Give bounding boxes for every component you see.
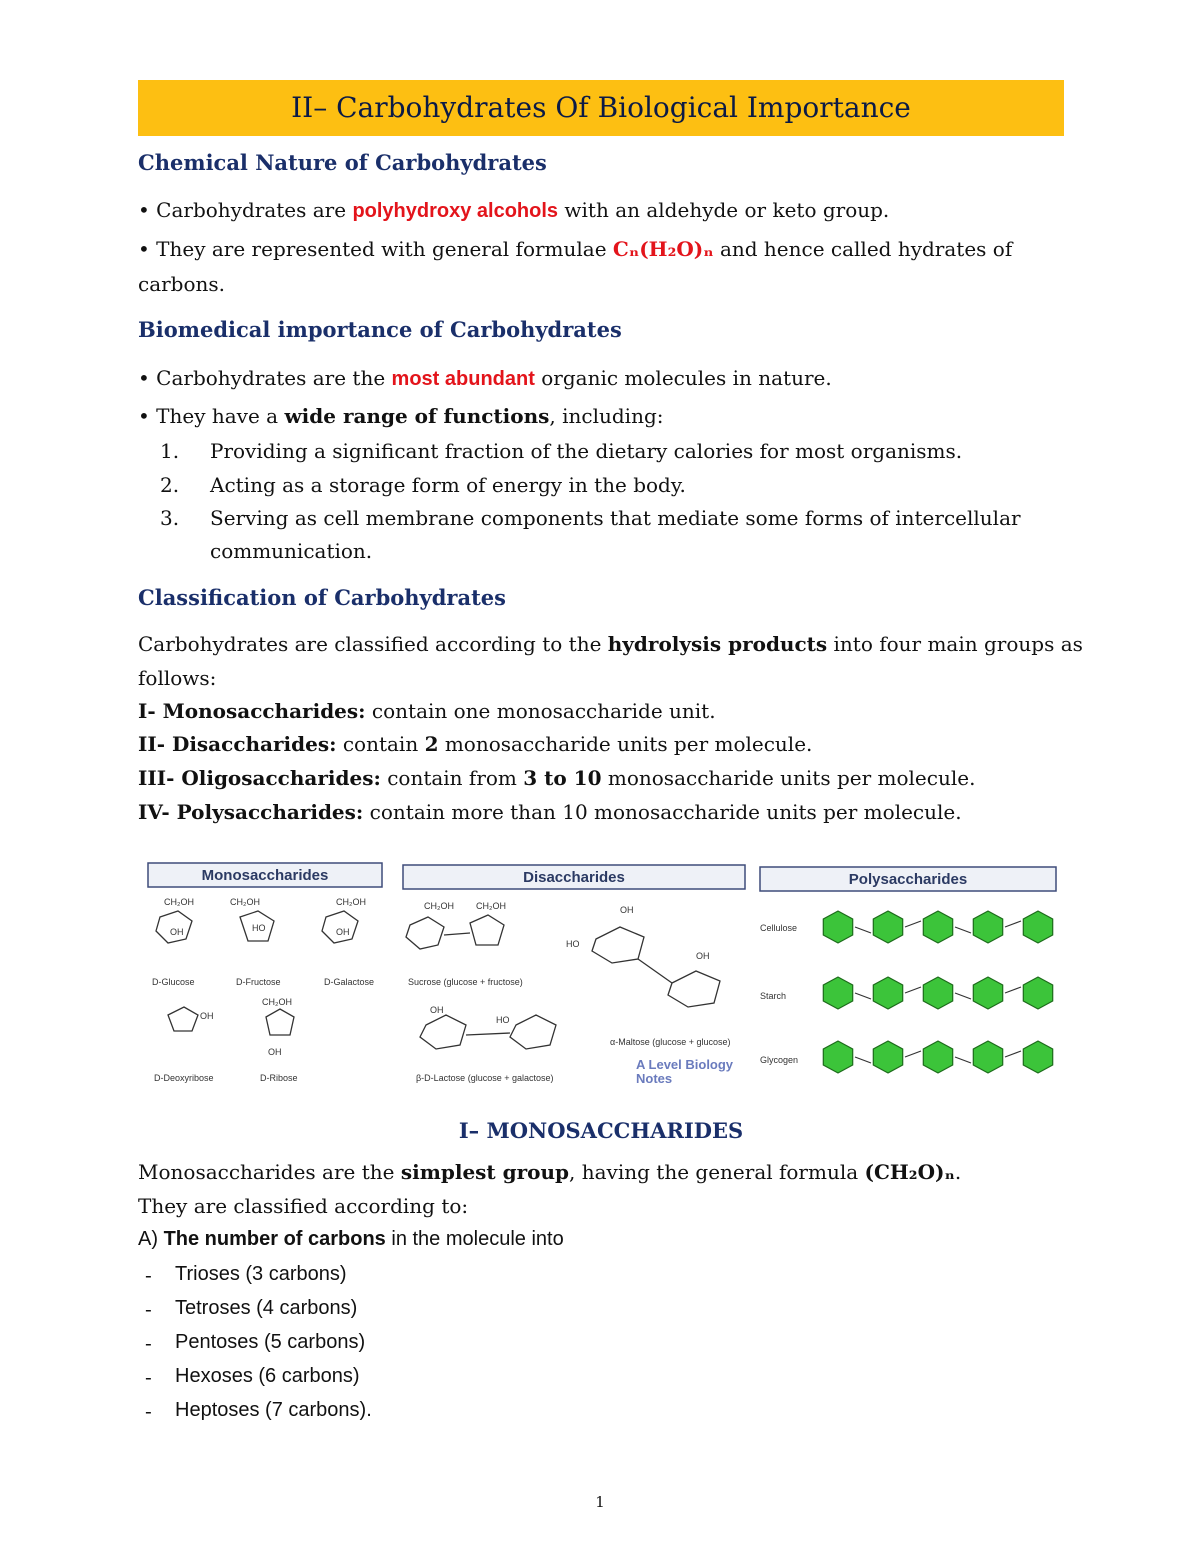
ribose-structure — [262, 997, 294, 1057]
glycosidic-bond — [855, 993, 871, 999]
glucose-ring — [873, 1041, 902, 1073]
glucose-ring — [873, 911, 902, 943]
list-number: 1. — [160, 439, 180, 463]
name-starch: Starch — [760, 991, 787, 1001]
glucose-ring — [1023, 977, 1052, 1009]
polysaccharide-chains — [823, 911, 1052, 1073]
name-fructose: D-Fructose — [236, 977, 281, 987]
text: . — [954, 1160, 962, 1184]
list-number: 3. — [160, 506, 180, 530]
text: organic molecules in nature. — [534, 366, 832, 390]
glucose-structure — [156, 897, 194, 943]
list-number: 2. — [160, 473, 180, 497]
glucose-ring — [973, 1041, 1002, 1073]
group-label: CH₂OH — [164, 897, 194, 907]
group-label: CH₂OH — [230, 897, 260, 907]
list-item-heptoses: Heptoses (7 carbons). — [175, 1399, 372, 1421]
list-item: Providing a significant fraction of the dietary calories for most organisms. — [210, 439, 963, 463]
glycosidic-bond — [905, 921, 921, 927]
text: contain one monosaccharide unit. — [365, 699, 716, 723]
glucose-ring — [973, 911, 1002, 943]
page-number: 1 — [595, 1493, 605, 1511]
list-item-trioses: Trioses (3 carbons) — [175, 1263, 347, 1285]
glycosidic-bond — [855, 927, 871, 933]
group-label: OH — [336, 927, 350, 937]
group-label: CH₂OH — [424, 901, 454, 911]
paragraph-mono-2: They are classified according to: — [138, 1194, 469, 1218]
paragraph-chem-2 — [138, 237, 1012, 261]
text: • They have a — [138, 404, 285, 428]
name-lactose: β-D-Lactose (glucose + galactose) — [416, 1073, 554, 1083]
maltose-structure — [566, 905, 720, 1007]
text: Monosaccharides are the — [138, 1160, 401, 1184]
text: into four main groups as — [827, 632, 1083, 656]
bold-hydrolysis: hydrolysis products — [607, 632, 828, 656]
text: contain — [336, 732, 425, 756]
group-label: IV- Polysaccharides: — [138, 800, 364, 824]
name-glucose: D-Glucose — [152, 977, 195, 987]
group-label: HO — [496, 1015, 510, 1025]
lactose-structure — [420, 1005, 556, 1049]
group-label: CH₂OH — [262, 997, 292, 1007]
glucose-ring — [973, 977, 1002, 1009]
group-label: HO — [252, 923, 266, 933]
group-label: OH — [430, 1005, 444, 1015]
bullet-dash: - — [145, 1263, 152, 1287]
group-di — [138, 732, 812, 756]
page-title: II– Carbohydrates Of Biological Importance — [291, 91, 911, 124]
group-label: II- Disaccharides: — [138, 732, 337, 756]
name-sucrose: Sucrose (glucose + fructose) — [408, 977, 523, 987]
name-cellulose: Cellulose — [760, 923, 798, 933]
group-label: OH — [268, 1047, 282, 1057]
formula-mono: (CH₂O)ₙ — [864, 1160, 955, 1184]
glycosidic-bond — [1005, 1051, 1021, 1057]
paragraph-chem-2-cont: carbons. — [138, 272, 226, 296]
glucose-ring — [1023, 911, 1052, 943]
text: contain more than 10 monosaccharide units per molecule. — [363, 800, 962, 824]
group-label: I- Monosaccharides: — [138, 699, 366, 723]
glucose-ring — [923, 977, 952, 1009]
bullet-dash: - — [145, 1365, 152, 1389]
group-label: OH — [620, 905, 634, 915]
formula-general: Cₙ(H₂O)ₙ — [612, 237, 714, 261]
fructose-structure — [230, 897, 274, 941]
group-label: CH₂OH — [476, 901, 506, 911]
deoxyribose-structure — [168, 1007, 214, 1031]
glycosidic-bond — [1005, 921, 1021, 927]
highlight-polyhydroxy: polyhydroxy alcohols — [352, 200, 559, 222]
text: A) — [138, 1228, 164, 1250]
text: Carbohydrates are classified according to the — [138, 632, 608, 656]
group-label: III- Oligosaccharides: — [138, 766, 381, 790]
group-label: OH — [200, 1011, 214, 1021]
name-deoxyribose: D-Deoxyribose — [154, 1073, 214, 1083]
text: , having the general formula — [569, 1160, 865, 1184]
paragraph-chem-1 — [138, 198, 889, 223]
bullet-dash: - — [145, 1331, 152, 1355]
paragraph-bio-2 — [138, 404, 664, 428]
heading-classification: Classification of Carbohydrates — [138, 585, 506, 610]
list-item-hexoses: Hexoses (6 carbons) — [175, 1365, 360, 1387]
bullet-dash: - — [145, 1297, 152, 1321]
label-disaccharides: Disaccharides — [523, 869, 625, 886]
list-item-tetroses: Tetroses (4 carbons) — [175, 1297, 358, 1319]
heading-chemical-nature: Chemical Nature of Carbohydrates — [138, 150, 547, 175]
glycosidic-bond — [905, 1051, 921, 1057]
group-label: HO — [566, 939, 580, 949]
glucose-ring — [873, 977, 902, 1009]
bold-wide-range: wide range of functions — [284, 404, 550, 428]
text: in the molecule into — [385, 1228, 564, 1250]
group-label: OH — [170, 927, 184, 937]
paragraph-class-intro-cont: follows: — [138, 666, 217, 690]
glycosidic-bond — [1005, 987, 1021, 993]
name-glycogen: Glycogen — [760, 1055, 799, 1065]
name-maltose: α-Maltose (glucose + glucose) — [610, 1037, 731, 1047]
list-item: Serving as cell membrane components that mediate some forms of intercellular — [210, 506, 1021, 530]
label-polysaccharides: Polysaccharides — [848, 871, 968, 888]
heading-monosaccharides: I– MONOSACCHARIDES — [458, 1118, 744, 1143]
glucose-ring — [823, 911, 852, 943]
glycosidic-bond — [955, 1057, 971, 1063]
glucose-ring — [923, 911, 952, 943]
bullet-dash: - — [145, 1399, 152, 1423]
text: • Carbohydrates are the — [138, 366, 392, 390]
text: , including: — [549, 404, 664, 428]
list-item-continuation: communication. — [210, 539, 373, 563]
glycosidic-bond — [905, 987, 921, 993]
label-monosaccharides: Monosaccharides — [201, 867, 329, 884]
bold-simplest: simplest group — [400, 1160, 570, 1184]
paragraph-class-intro — [138, 632, 1083, 656]
bold-number-carbons: The number of carbons — [163, 1228, 386, 1250]
glycosidic-bond — [955, 993, 971, 999]
text: and hence called hydrates of — [713, 237, 1013, 261]
watermark-line1: A Level Biology — [636, 1057, 734, 1072]
glucose-ring — [823, 977, 852, 1009]
list-item-pentoses: Pentoses (5 carbons) — [175, 1331, 366, 1353]
text: • Carbohydrates are — [138, 198, 353, 222]
paragraph-bio-1 — [138, 366, 832, 391]
glycosidic-bond — [955, 927, 971, 933]
text: monosaccharide units per molecule. — [438, 732, 813, 756]
group-label: CH₂OH — [336, 897, 366, 907]
glucose-ring — [823, 1041, 852, 1073]
glucose-ring — [923, 1041, 952, 1073]
glycosidic-bond — [855, 1057, 871, 1063]
glucose-ring — [1023, 1041, 1052, 1073]
sucrose-structure — [406, 901, 506, 949]
galactose-structure — [322, 897, 366, 943]
list-item: Acting as a storage form of energy in the body. — [210, 473, 686, 497]
name-galactose: D-Galactose — [324, 977, 375, 987]
group-mono — [138, 699, 716, 723]
group-poly — [138, 800, 962, 824]
watermark-line2: Notes — [636, 1071, 673, 1086]
text: with an aldehyde or keto group. — [558, 198, 890, 222]
text: • They are represented with general formulae — [138, 237, 613, 261]
bold-count: 2 — [424, 732, 439, 756]
carbohydrate-figure — [140, 855, 1070, 1095]
heading-biomedical: Biomedical importance of Carbohydrates — [138, 317, 622, 342]
name-ribose: D-Ribose — [260, 1073, 298, 1083]
highlight-most-abundant: most abundant — [391, 368, 535, 390]
bold-count: 3 to 10 — [523, 766, 602, 790]
group-oligo — [138, 766, 975, 790]
group-label: OH — [696, 951, 710, 961]
paragraph-mono-1 — [138, 1160, 961, 1184]
text: monosaccharide units per molecule. — [601, 766, 976, 790]
paragraph-mono-a — [138, 1228, 564, 1251]
text: contain from — [380, 766, 524, 790]
